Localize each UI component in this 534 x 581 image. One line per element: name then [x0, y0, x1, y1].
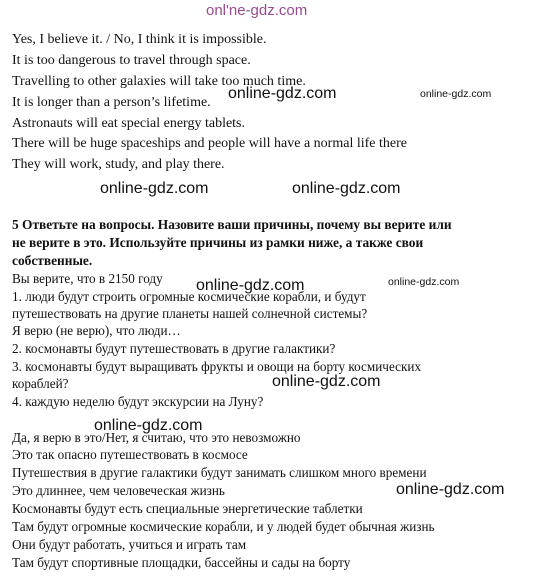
english-reason: Travelling to other galaxies will take too much time. [12, 74, 306, 89]
english-reason: There will be huge spaceships and people will have a normal life there [12, 136, 407, 151]
watermark: online-gdz.com [292, 180, 401, 197]
question-1: 1. люди будут строить огромные космические корабли, и будут [12, 289, 366, 304]
russian-reason: Это так опасно путешествовать в космосе [12, 447, 248, 462]
watermark: online-gdz.com [228, 85, 337, 102]
english-reason: It is longer than a person’s lifetime. [12, 95, 211, 110]
exercise-heading: 5 Ответьте на вопросы. Назовите ваши причины, почему вы верите или [12, 217, 452, 232]
question-2: 2. космонавты будут путешествовать в другие галактики? [12, 341, 336, 356]
question-1-continued: путешествовать на другие планеты нашей солнечной системы? [12, 306, 368, 321]
english-reason: It is too dangerous to travel through space. [12, 53, 251, 68]
question-3: 3. космонавты будут выращивать фрукты и овощи на борту космических [12, 359, 422, 374]
sample-answer: Я верю (не верю), что люди… [12, 323, 181, 338]
watermark: online-gdz.com [94, 417, 203, 434]
russian-reason: Там будут спортивные площадки, бассейны и сады на борту [12, 555, 351, 570]
watermark: online-gdz.com [396, 481, 505, 498]
russian-reason: Космонавты будут есть специальные энергетические таблетки [12, 501, 363, 516]
english-reason: They will work, study, and play there. [12, 157, 225, 172]
english-reason: Yes, I believe it. / No, I think it is impossible. [12, 32, 267, 47]
russian-reason: Там будут огромные космические корабли, и у людей будет обычная жизнь [12, 519, 435, 534]
russian-reason: Путешествия в другие галактики будут занимать слишком много времени [12, 465, 427, 480]
exercise-heading: собственные. [12, 253, 93, 268]
watermark: online-gdz.com [272, 373, 381, 390]
question-4: 4. каждую неделю будут экскурсии на Луну? [12, 394, 264, 409]
russian-reason: Они будут работать, учиться и играть там [12, 537, 247, 552]
question-3-continued: кораблей? [12, 376, 69, 391]
russian-reason: Да, я верю в это/Нет, я считаю, что это невозможно [12, 430, 301, 445]
english-reason: Astronauts will eat special energy tablets. [12, 116, 246, 131]
watermark: online-gdz.com [196, 277, 305, 294]
exercise-heading: не верите в это. Используйте причины из рамки ниже, а также свои [12, 235, 424, 250]
watermark: online-gdz.com [420, 88, 492, 100]
exercise-intro: Вы верите, что в 2150 году [12, 271, 163, 286]
watermark: online-gdz.com [388, 276, 460, 288]
russian-reason: Это длиннее, чем человеческая жизнь [12, 483, 225, 498]
watermark: online-gdz.com [100, 180, 209, 197]
watermark: onl'ne-gdz.com [206, 2, 308, 19]
